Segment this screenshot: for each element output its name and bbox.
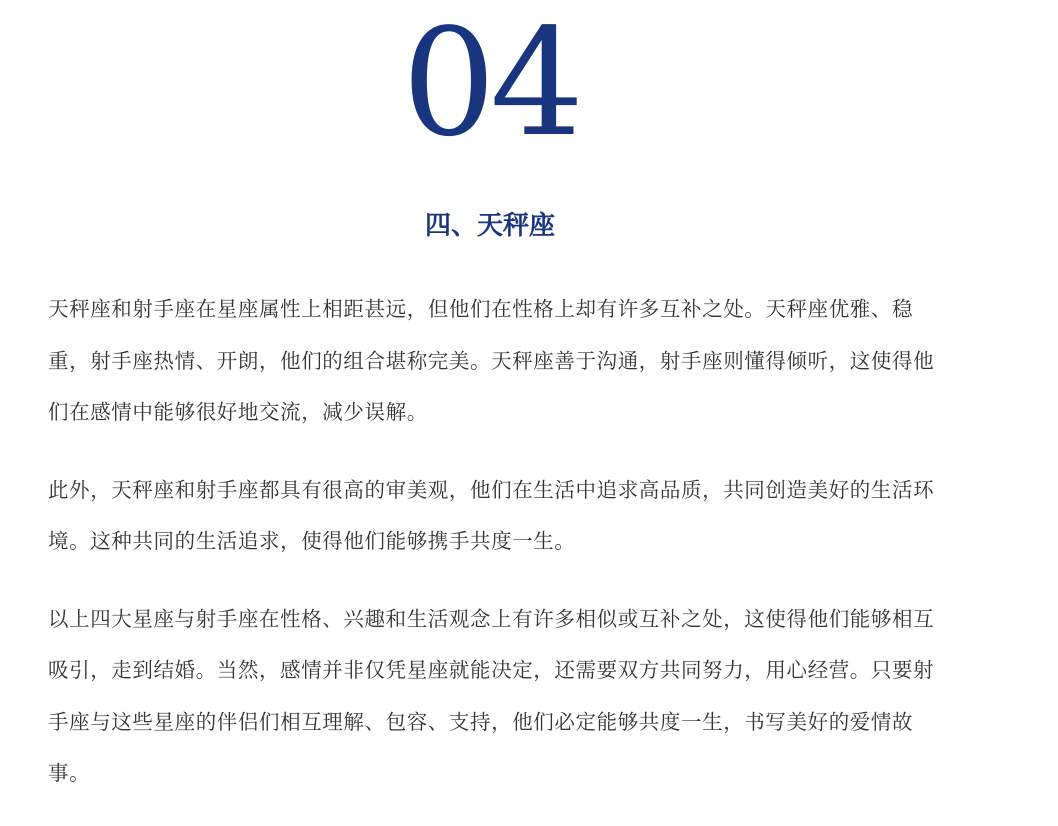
section-number: 04 — [401, 0, 579, 169]
paragraph-2: 此外，天秤座和射手座都具有很高的审美观，他们在生活中追求高品质，共同创造美好的生活环境。这种共同的生活追求，使得他们能够携手共度一生。 — [48, 477, 935, 553]
article-body — [48, 284, 938, 826]
section-title: 四、天秤座 — [424, 211, 555, 241]
paragraph-1: 天秤座和射手座在星座属性上相距甚远，但他们在性格上却有许多互补之处。天秤座优雅、稳重，射手座热情、开朗，他们的组合堪称完美。天秤座善于沟通，射手座则懂得倾听，这使得他们在感情中能够很好地交流，减少误解。 — [48, 297, 935, 424]
paragraph-3: 以上四大星座与射手座在性格、兴趣和生活观念上有许多相似或互补之处，这使得他们能够相互吸引，走到结婚。当然，感情并非仅凭星座就能决定，还需要双方共同努力，用心经营。只要射手座与这些星座的伴侣们相互理解、包容、支持，他们必定能够共度一生，书写美好的爱情故事。 — [48, 606, 935, 785]
